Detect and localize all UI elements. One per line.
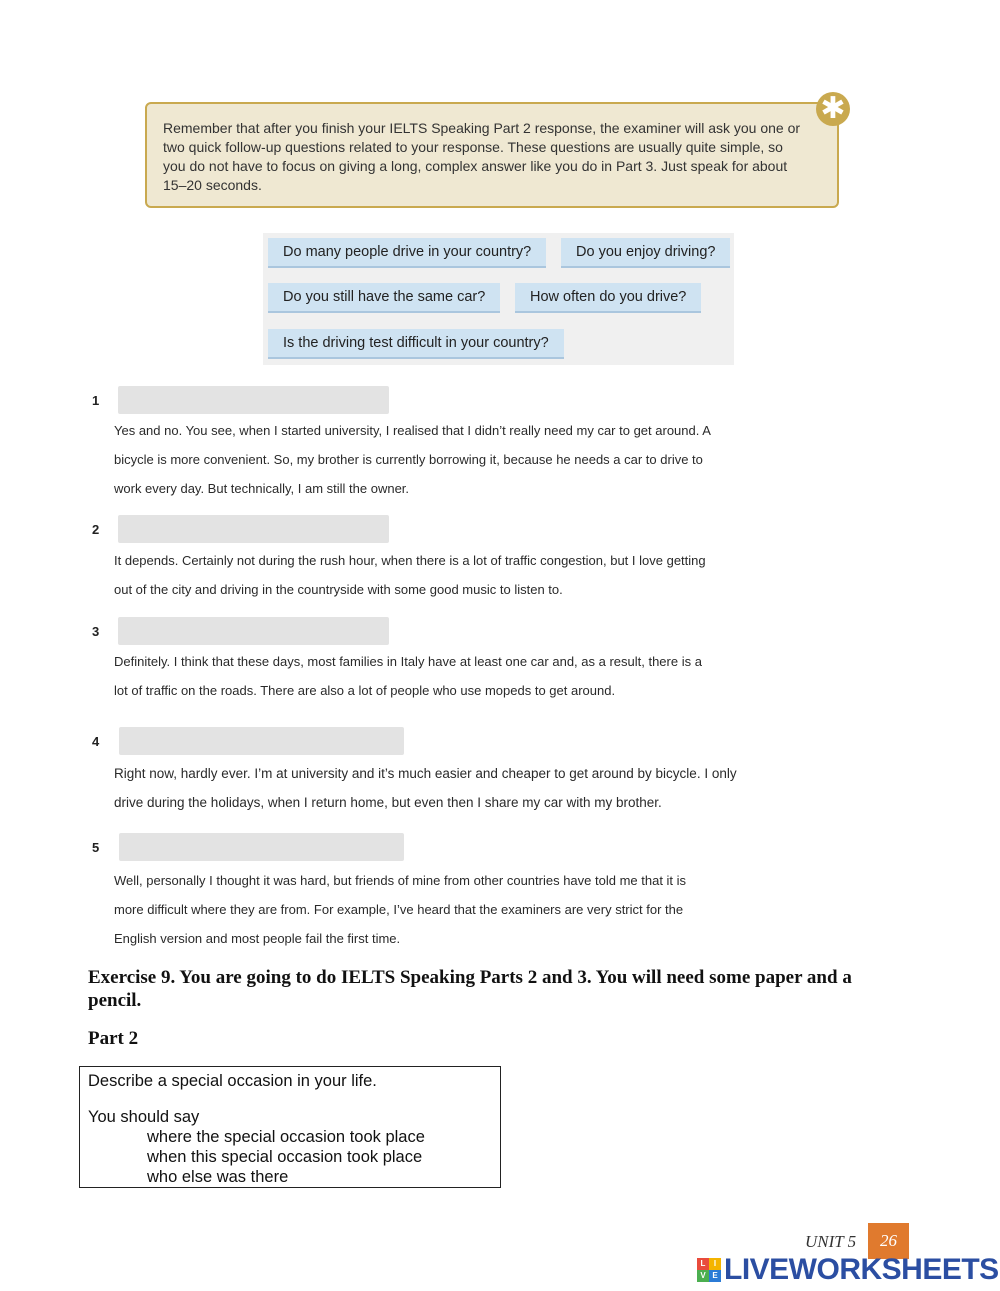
answer-line: Right now, hardly ever. I’m at university and it’s much easier and cheaper to get around by bicycle. I only [114,766,737,781]
answer-line: Well, personally I thought it was hard, but friends of mine from other countries have told me that it is [114,873,687,888]
choice-driving-test[interactable]: Is the driving test difficult in your country? [268,329,564,359]
choice-same-car[interactable]: Do you still have the same car? [268,283,500,313]
question-number: 3 [92,624,100,639]
question-number: 2 [92,522,100,537]
tip-line: 15–20 seconds. [163,177,262,193]
star-icon: ✱ [816,92,850,126]
answer-line: bicycle is more convenient. So, my brother is currently borrowing it, because he needs a car to drive to [114,452,703,467]
task-card-bullet: who else was there [147,1168,289,1186]
page-number: 26 [868,1223,909,1259]
answer-text-2 [114,546,706,604]
answer-line: Yes and no. You see, when I started university, I realised that I didn’t really need my car to get around. A [114,423,711,438]
tip-line: two quick follow-up questions related to your response. These questions are usually quite simple, so [163,139,783,155]
answer-line: English version and most people fail the first time. [114,931,401,946]
answer-text-1 [114,416,711,503]
answer-line: out of the city and driving in the countryside with some good music to listen to. [114,582,563,597]
unit-label: UNIT 5 [805,1232,857,1251]
answer-text-5 [114,866,686,953]
tip-line: you do not have to focus on giving a long, complex answer like you do in Part 3. Just speak for about [163,158,788,174]
drop-zone-4[interactable] [119,727,404,755]
logo-tile: I [709,1258,721,1270]
question-number: 4 [92,734,100,749]
answer-text-4 [114,759,737,817]
question-choices-bank [263,233,734,365]
question-number: 1 [92,393,100,408]
choice-enjoy-driving[interactable]: Do you enjoy driving? [561,238,730,268]
task-card [79,1066,501,1188]
answer-line: more difficult where they are from. For example, I’ve heard that the examiners are very strict for the [114,902,684,917]
tip-line: Remember that after you finish your IELTS Speaking Part 2 response, the examiner will ask you one or [163,120,801,136]
answer-line: drive during the holidays, when I return home, but even then I share my car with my brother. [114,795,662,810]
liveworksheets-logo-text: LIVEWORKSHEETS [724,1253,999,1286]
exercise-heading: Exercise 9. You are going to do IELTS Speaking Parts 2 and 3. You will need some paper and a pencil. [88,967,852,1011]
logo-tile: L [697,1258,709,1270]
answer-line: lot of traffic on the roads. There are also a lot of people who use mopeds to get around. [114,683,616,698]
choice-drive-in-country[interactable]: Do many people drive in your country? [268,238,546,268]
part-label: Part 2 [88,1028,139,1049]
drop-zone-5[interactable] [119,833,404,861]
logo-tile: E [709,1270,721,1282]
answer-line: Definitely. I think that these days, most families in Italy have at least one car and, as a result, there is a [114,654,702,669]
answer-text-3 [114,647,702,705]
logo-tile: V [697,1270,709,1282]
task-card-bullet: when this special occasion took place [147,1148,423,1166]
liveworksheets-logo-icon [697,1258,721,1282]
answer-line: work every day. But technically, I am still the owner. [114,481,410,496]
task-card-title: Describe a special occasion in your life. [88,1072,377,1090]
choice-how-often[interactable]: How often do you drive? [515,283,701,313]
drop-zone-1[interactable] [118,386,389,414]
drop-zone-2[interactable] [118,515,389,543]
drop-zone-3[interactable] [118,617,389,645]
question-number: 5 [92,840,100,855]
task-card-bullet: where the special occasion took place [147,1128,425,1146]
answer-line: It depends. Certainly not during the rush hour, when there is a lot of traffic congestion, but I love getting [114,553,706,568]
tip-box [145,102,839,208]
task-card-intro: You should say [88,1108,200,1126]
